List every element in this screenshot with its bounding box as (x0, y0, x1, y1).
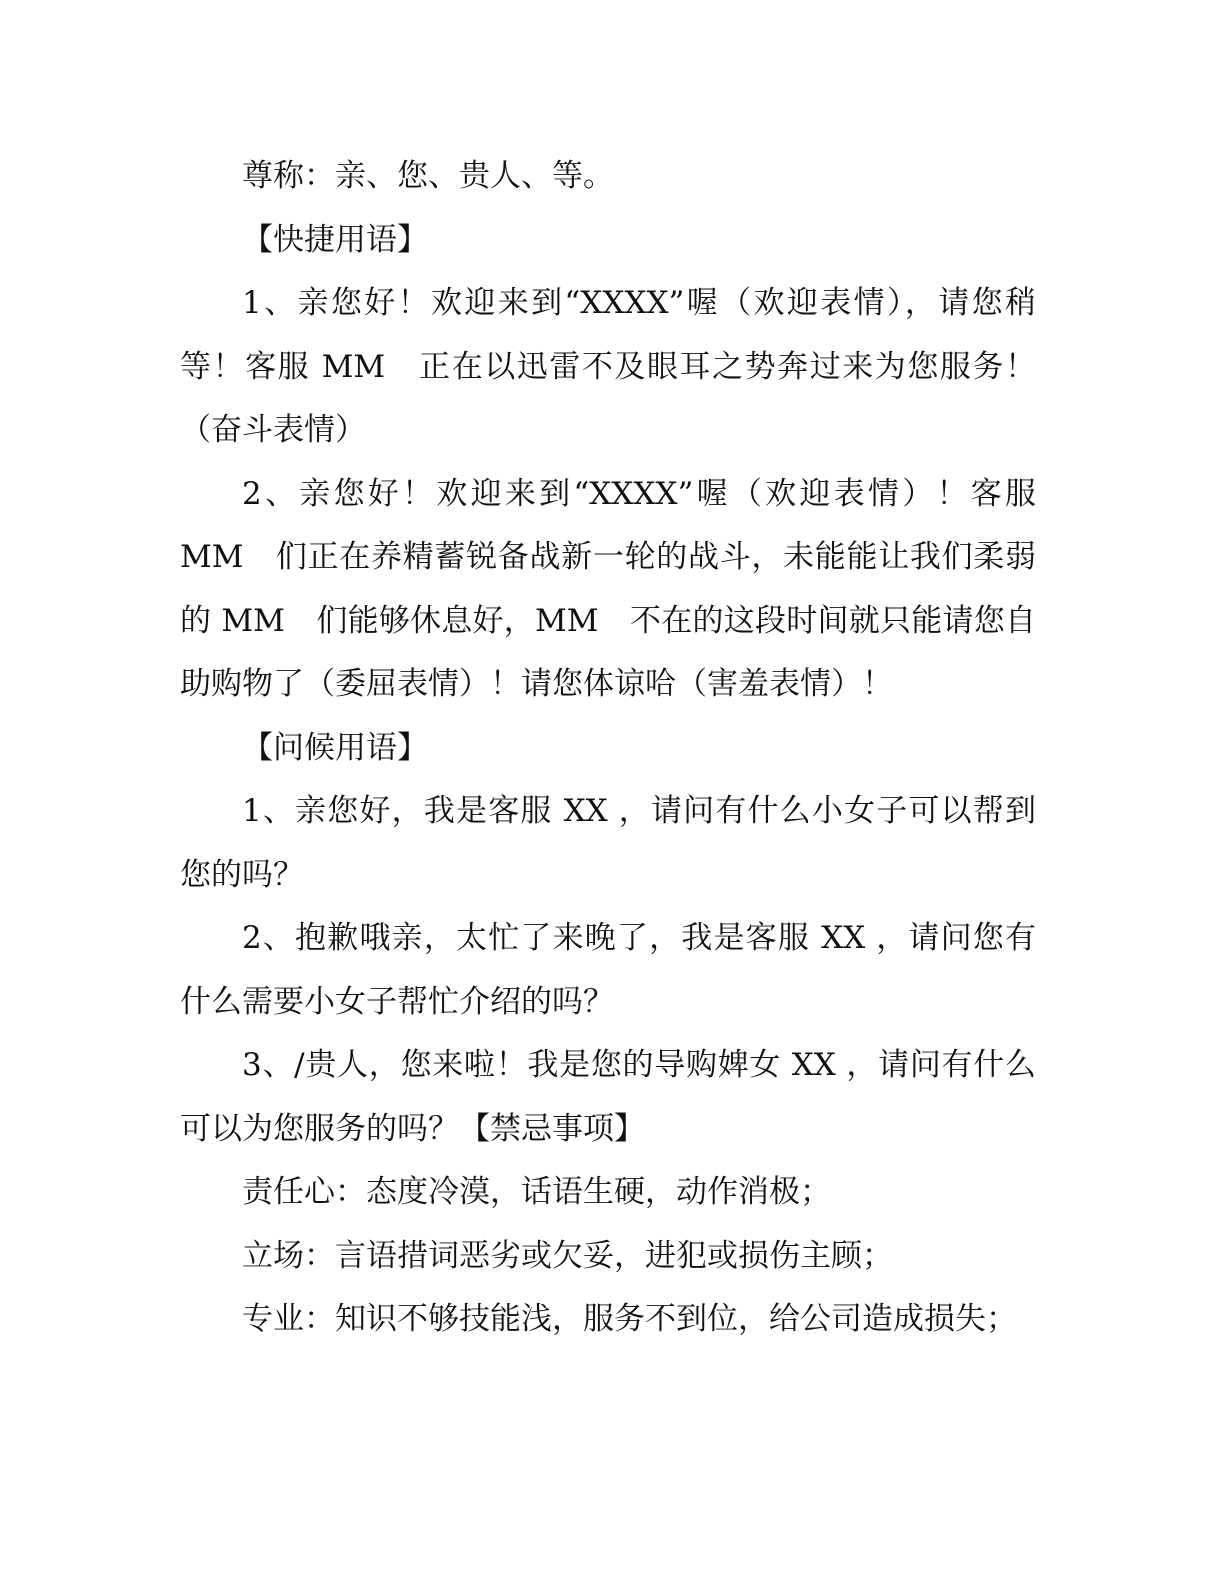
greeting-item-1: 1、亲您好，我是客服 XX ，请问有什么小女子可以帮到您的吗？ (180, 793, 1036, 893)
greeting-item-3: 3、/贵人，您来啦！我是您的导购婢女 XX ，请问有什么可以为您服务的吗？【禁忌事项】 (180, 1047, 1036, 1147)
quick-phrase-item-2: 2、亲您好！欢迎来到“XXXX”喔（欢迎表情）！客服 MM 们正在养精蓄锐备战新一轮的战斗，未能能让我们柔弱的 MM 们能够休息好，MM 不在的这段时间就只能请您自助购物了（委屈表情）！请您体谅哈（害羞表情）！ (180, 475, 1046, 702)
quick-phrase-item-1: 1、亲您好！欢迎来到“XXXX”喔（欢迎表情），请您稍等！客服 MM 正在以迅雷不及眼耳之势奔过来为您服务！（奋斗表情） (180, 285, 1036, 448)
document-body (180, 145, 1046, 1352)
taboo-responsibility: 责任心：态度冷漠，话语生硬，动作消极； (242, 1174, 831, 1210)
honorifics-line: 尊称：亲、您、贵人、等。 (242, 158, 614, 194)
section-heading-quick-phrases: 【快捷用语】 (242, 221, 428, 258)
taboo-professional: 专业：知识不够技能浅，服务不到位，给公司造成损失； (242, 1301, 1017, 1337)
section-heading-greetings: 【问候用语】 (242, 729, 428, 766)
taboo-stance: 立场：言语措词恶劣或欠妥，进犯或损伤主顾； (242, 1237, 893, 1274)
greeting-item-2: 2、抱歉哦亲，太忙了来晚了，我是客服 XX ，请问您有什么需要小女子帮忙介绍的吗？ (180, 920, 1036, 1020)
